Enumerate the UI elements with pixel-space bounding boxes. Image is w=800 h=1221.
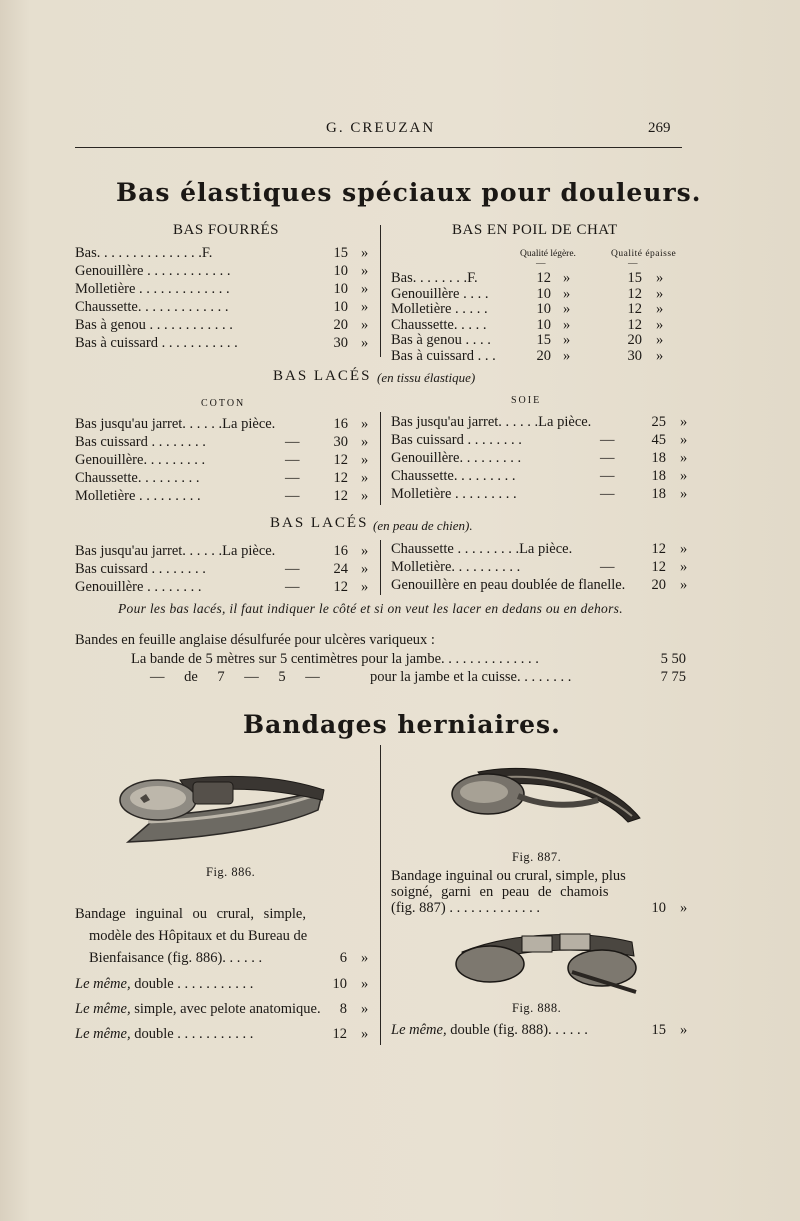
item-price: 12: [333, 579, 348, 595]
item-unit: »: [361, 470, 369, 486]
item-unit: »: [361, 488, 369, 504]
bandage-left-desc-2: modèle des Hôpitaux et du Bureau de: [89, 928, 308, 944]
item-price-legere: 10: [536, 285, 551, 302]
item-price: 15: [333, 245, 348, 261]
item-price: 45: [651, 432, 666, 448]
item-price: 8: [339, 1001, 347, 1017]
item-unit: »: [361, 434, 369, 450]
bandage-right-desc-2: soigné, garni en peau de chamois: [391, 884, 609, 900]
item-unit: »: [680, 450, 688, 466]
page-number: 269: [648, 120, 671, 136]
item-dash: —: [285, 561, 300, 577]
bandage-right-unit-0: »: [680, 900, 688, 916]
column-divider: [380, 745, 381, 1045]
item-unit-legere: »: [563, 301, 571, 317]
bandage-right-desc-1: Bandage inguinal ou crural, simple, plus: [391, 868, 626, 884]
bandage-right-item: [391, 1022, 588, 1039]
item-price: 20: [333, 317, 348, 333]
item-price: 30: [333, 335, 348, 351]
section-title-bas-elastiques: Bas élastiques spéciaux pour douleurs.: [116, 178, 702, 207]
item-label: Chaussette. . . . . . . . . . . . .: [75, 299, 229, 315]
item-price: 18: [651, 450, 666, 466]
item-unit: »: [361, 317, 369, 333]
fig-886-caption: Fig. 886.: [206, 865, 256, 879]
bandage-right-item-label: double (fig. 888). . . . . .: [450, 1022, 588, 1038]
item-dash: —: [600, 468, 615, 484]
item-label: Molletière . . . . . . . . . . . . .: [75, 281, 230, 297]
item-price: 12: [651, 541, 666, 557]
bandage-right-price-0: 10: [651, 900, 666, 916]
item-price: 16: [333, 543, 348, 559]
item-price: 30: [333, 434, 348, 450]
le-meme-label: Le même,: [75, 1001, 131, 1017]
item-dash: —: [285, 434, 300, 450]
item-label: Bas à cuissard . . . . . . . . . . .: [75, 335, 238, 351]
coton-title: COTON: [201, 398, 246, 409]
bandage-left-price-0: 6: [339, 950, 347, 966]
item-dash: —: [285, 579, 300, 595]
item-unit: »: [361, 281, 369, 297]
item-label: Bas. . . . . . . . . . . . . . .F.: [75, 245, 213, 261]
item-label: Bas jusqu'au jarret. . . . . .La pièce.: [75, 416, 276, 432]
column-divider: [380, 540, 381, 595]
le-meme-label: Le même,: [75, 1026, 131, 1042]
item-price: 25: [651, 414, 666, 430]
item-unit: »: [361, 416, 369, 432]
bandage-fig-888-image: [452, 922, 642, 994]
running-header-author: G. CREUZAN: [326, 120, 436, 136]
bas-laces-title-1: BAS LACÉS: [273, 368, 372, 384]
item-label: Genouillère . . . .: [391, 285, 489, 302]
item-price-epaisse: 20: [627, 332, 642, 348]
fig-887-caption: Fig. 887.: [512, 850, 562, 864]
bandage-left-desc-1: Bandage inguinal ou crural, simple,: [75, 906, 306, 922]
item-unit-epaisse: »: [656, 332, 664, 348]
item-unit: »: [680, 486, 688, 502]
item-price: 12: [651, 559, 666, 575]
bandage-right-item-unit: »: [680, 1022, 688, 1038]
item-unit: »: [361, 976, 369, 992]
item-label: Bas cuissard . . . . . . . .: [391, 432, 522, 448]
item-price: 10: [332, 976, 347, 992]
item-label: Molletière . . . . . . . . .: [75, 488, 201, 504]
item-unit: »: [361, 579, 369, 595]
item-label: Genouillère . . . . . . . . . . . .: [75, 263, 231, 279]
item-label: Genouillère. . . . . . . . .: [75, 452, 206, 468]
item-price-legere: 20: [536, 347, 551, 364]
item-price-epaisse: 15: [627, 270, 642, 286]
bande-line-2-a: — de 7 — 5 —: [150, 669, 320, 685]
item-unit: »: [680, 468, 688, 484]
laces-footnote: Pour les bas lacés, il faut indiquer le côté et si on veut les lacer en dedans ou en dehors.: [118, 601, 623, 616]
item-unit: »: [361, 263, 369, 279]
item-dash: —: [600, 432, 615, 448]
bandage-left-unit-0: »: [361, 950, 369, 966]
item-unit-epaisse: »: [656, 285, 664, 302]
item-unit: »: [361, 1026, 369, 1042]
item-price: 10: [333, 281, 348, 297]
item-unit: »: [680, 559, 688, 575]
bande-line-1: La bande de 5 mètres sur 5 centimètres pour la jambe. . . . . . . . . . . . . .: [131, 651, 539, 667]
bandage-fig-887-image: [448, 760, 643, 832]
column-divider: [380, 225, 381, 357]
le-meme-label: Le même,: [75, 976, 131, 992]
item-label: Molletière . . . . .: [391, 301, 488, 317]
bandage-left-item: [75, 1001, 321, 1018]
item-dash: —: [285, 488, 300, 504]
bas-fourres-title: BAS FOURRÉS: [173, 222, 279, 238]
item-unit: »: [680, 414, 688, 430]
item-label: Chaussette. . . . . . . . .: [75, 470, 200, 486]
bandage-left-desc-3: Bienfaisance (fig. 886). . . . . .: [89, 950, 263, 966]
item-price-epaisse: 12: [627, 285, 642, 302]
item-label: Bas à genou . . . .: [391, 332, 491, 348]
bandage-left-item: [75, 976, 253, 993]
item-dash: —: [285, 470, 300, 486]
item-label: Molletière . . . . . . . . .: [391, 486, 517, 502]
item-label: double . . . . . . . . . . .: [134, 976, 254, 992]
bandage-left-item: [75, 1026, 253, 1043]
item-price: 12: [333, 470, 348, 486]
bas-laces-title-2: BAS LACÉS: [270, 515, 369, 531]
item-price-legere: 12: [536, 270, 551, 286]
item-label: Bas à cuissard . . .: [391, 347, 496, 364]
item-label: Bas jusqu'au jarret. . . . . .La pièce.: [75, 543, 276, 559]
item-label: Chaussette. . . . . . . . .: [391, 468, 516, 484]
item-unit: »: [680, 432, 688, 448]
qualite-legere-header: Qualité légère.: [520, 249, 576, 259]
item-price: 18: [651, 486, 666, 502]
item-unit: »: [361, 543, 369, 559]
item-price-legere: 15: [536, 332, 551, 348]
item-unit-epaisse: »: [656, 301, 664, 317]
fig-888-caption: Fig. 888.: [512, 1001, 562, 1015]
item-unit: »: [680, 541, 688, 557]
item-label: Genouillère en peau doublée de flanelle.: [391, 577, 626, 593]
item-price: 16: [333, 416, 348, 432]
item-price-legere: 10: [536, 316, 551, 333]
item-label: Bas cuissard . . . . . . . .: [75, 561, 206, 577]
item-price: 10: [333, 263, 348, 279]
item-unit: »: [361, 245, 369, 261]
item-unit: »: [361, 1001, 369, 1017]
item-label: Molletière. . . . . . . . . .: [391, 559, 521, 575]
item-price-legere: 10: [536, 301, 551, 317]
item-label: Bas jusqu'au jarret. . . . . .La pièce.: [391, 414, 592, 430]
section-title-bandages: Bandages herniaires.: [243, 710, 561, 739]
item-label: double . . . . . . . . . . .: [134, 1026, 254, 1042]
item-unit-epaisse: »: [656, 347, 664, 364]
dash-mark: —: [536, 259, 546, 269]
item-label: Bas à genou . . . . . . . . . . . .: [75, 317, 233, 333]
bas-laces-note-1: (en tissu élastique): [377, 370, 476, 385]
item-dash: —: [285, 452, 300, 468]
item-label: Bas cuissard . . . . . . . .: [75, 434, 206, 450]
item-unit-legere: »: [563, 270, 571, 286]
item-label: Genouillère . . . . . . . .: [75, 579, 202, 595]
item-unit: »: [361, 299, 369, 315]
item-unit: »: [680, 577, 688, 593]
le-meme-label: Le même,: [391, 1022, 447, 1038]
item-dash: —: [600, 486, 615, 502]
item-price: 12: [333, 488, 348, 504]
header-rule: [75, 147, 682, 148]
bande-price-1: 5 50: [660, 651, 686, 667]
soie-title: SOIE: [511, 395, 542, 406]
bandage-fig-886-image: [118, 772, 328, 850]
bas-laces-note-2: (en peau de chien).: [373, 518, 473, 533]
item-price: 24: [333, 561, 348, 577]
item-dash: —: [600, 559, 615, 575]
bande-line-2-b: pour la jambe et la cuisse. . . . . . . .: [370, 669, 572, 685]
item-unit-epaisse: »: [656, 316, 664, 333]
item-price-epaisse: 30: [627, 347, 642, 364]
item-price: 20: [651, 577, 666, 593]
item-label: Chaussette . . . . . . . . .La pièce.: [391, 541, 573, 557]
item-price-epaisse: 12: [627, 301, 642, 317]
qualite-epaisse-header: Qualité épaisse: [611, 249, 677, 259]
item-unit: »: [361, 452, 369, 468]
item-unit: »: [361, 561, 369, 577]
bandage-right-item-price: 15: [651, 1022, 666, 1038]
bandage-right-desc-3: (fig. 887) . . . . . . . . . . . . .: [391, 900, 541, 916]
item-price-epaisse: 12: [627, 316, 642, 333]
item-unit-epaisse: »: [656, 270, 664, 286]
item-unit-legere: »: [563, 285, 571, 302]
poil-de-chat-title: BAS EN POIL DE CHAT: [452, 222, 618, 238]
bandes-intro: Bandes en feuille anglaise désulfurée pour ulcères variqueux :: [75, 632, 435, 648]
item-unit-legere: »: [563, 347, 571, 364]
column-divider: [380, 412, 381, 505]
item-price: 10: [333, 299, 348, 315]
item-label: Chaussette. . . . .: [391, 316, 487, 333]
item-label: simple, avec pelote anatomique.: [134, 1001, 321, 1017]
item-label: Genouillère. . . . . . . . .: [391, 450, 522, 466]
item-label: Bas. . . . . . . .F.: [391, 270, 478, 286]
bande-price-2: 7 75: [660, 669, 686, 685]
item-unit-legere: »: [563, 316, 571, 333]
item-price: 18: [651, 468, 666, 484]
item-unit-legere: »: [563, 332, 571, 348]
item-price: 12: [332, 1026, 347, 1042]
item-unit: »: [361, 335, 369, 351]
item-price: 12: [333, 452, 348, 468]
dash-mark: —: [628, 259, 638, 269]
item-dash: —: [600, 450, 615, 466]
